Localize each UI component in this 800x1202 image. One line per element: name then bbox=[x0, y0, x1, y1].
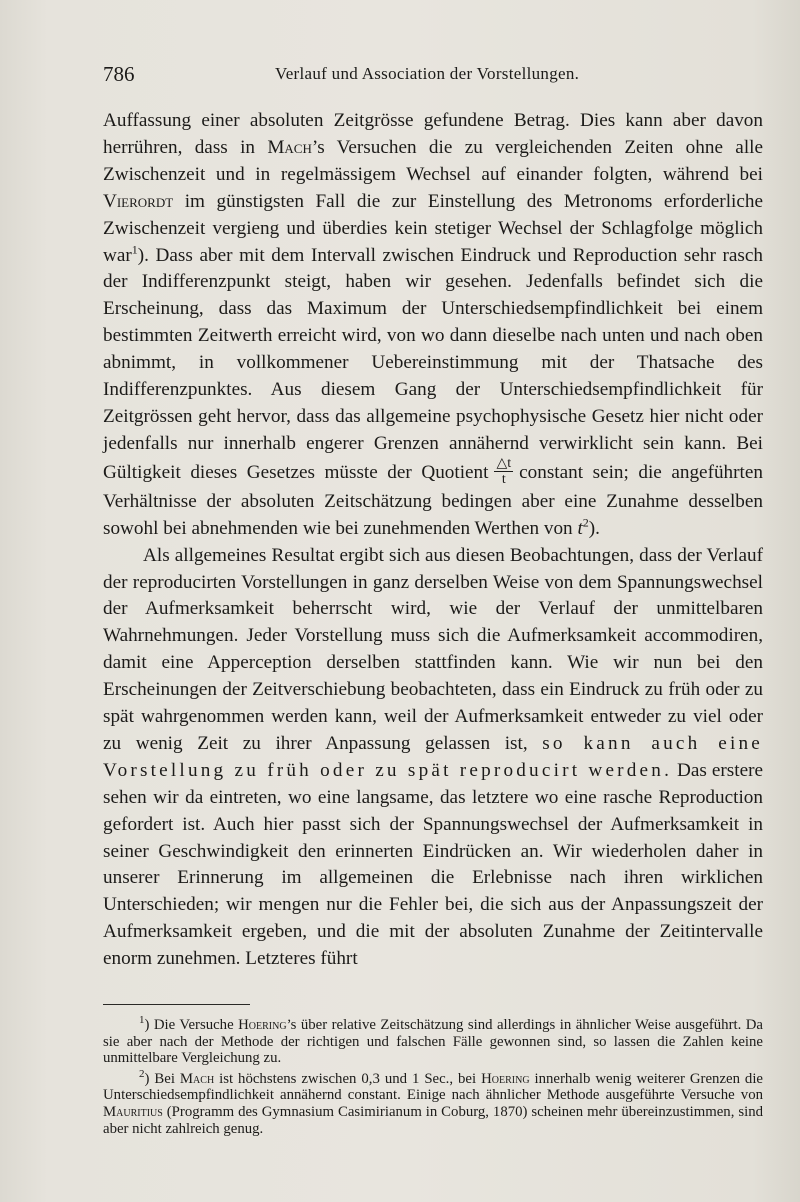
text-run: innerhalb wenig weiterer Grenzen die Unterschiedsempfindlichkeit annähernd constant. Einige nach ähnlicher Methode ausgeführte Versuche von bbox=[103, 1070, 764, 1104]
page-header bbox=[103, 60, 763, 90]
footnote-ref-2: 2 bbox=[582, 515, 589, 530]
variable-t: t bbox=[577, 517, 583, 539]
text-run: ) Bei bbox=[144, 1070, 180, 1087]
author-name-mach: Mach bbox=[179, 1070, 215, 1087]
text-run: ’s über relative Zeitschätzung sind allerdings in ähnlicher Weise ausgeführt. Da sie aber nach der Methode der richtigen und falschen Fälle gewonnen sind, so lassen die Zahlen keine unmittelbare Vergleichung zu. bbox=[103, 1017, 763, 1067]
text-run: ist höchstens zwischen 0,3 und 1 Sec., bei bbox=[214, 1070, 482, 1087]
text-run: im günstigsten Fall die zur Einstellung des Metronoms erforderliche Zwischenzeit vergieng und überdies kein stetiger Wechsel der Schlagfolge möglich war bbox=[103, 190, 763, 266]
footnote-1 bbox=[103, 1014, 763, 1067]
fraction-numerator: △t bbox=[496, 455, 512, 471]
running-title: Verlauf und Association der Vorstellungen. bbox=[275, 64, 580, 83]
footnote-mark-1: 1 bbox=[139, 1014, 145, 1027]
text-run: constant sein; die angeführten Verhältnisse der absoluten Zeitschätzung bedingen aber eine Zunahme desselben sowohl bei abnehmenden wie bei zunehmenden Werthen von bbox=[103, 461, 763, 539]
footnote-divider bbox=[103, 1004, 250, 1005]
text-run: Das erstere sehen wir da eintreten, wo eine langsame, das letztere wo eine rasche Reproduction gefordert ist. Auch hier passt sich der Spannungswechsel der Aufmerksamkeit in seiner Geschwindigkeit den erinnerten Eindrücken an. Wir wiederholen daher in unserer Erinnerung im allgemeinen die Erlebnisse nach ihren wirklichen Unterschieden; wir mengen nur die Fehler bei, die sich aus der Anpassungszeit der Aufmerksamkeit ergeben, und die mit der absoluten Zunahme der Zeitintervalle enorm zunehmen. Letzteres führt bbox=[103, 759, 764, 970]
text-run: (Programm des Gymnasium Casimirianum in Coburg, 1870) scheinen mehr übereinzustimmen, sind aber nicht zahlreich genug. bbox=[103, 1103, 763, 1137]
footnotes bbox=[103, 1014, 764, 1141]
author-name-mach: Mach bbox=[267, 136, 312, 158]
quotient-fraction bbox=[494, 456, 513, 487]
text-run: ) Die Versuche bbox=[144, 1017, 239, 1033]
text-run: Als allgemeines Resultat ergibt sich aus diesen Beobachtungen, dass der Verlauf der reproducirten Vorstellungen in ganz derselben Weise von dem Spannungswechsel der Aufmerksamkeit beherrscht wird, wie der Verlauf der unmittelbaren Wahrnehmungen. Jeder Vorstellung muss sich die Aufmerksamkeit accommodiren, damit eine Apperception derselben stattfinden kann. Wie wir nun bei den Erscheinungen der Zeitverschiebung beobachteten, dass ein Eindruck zu früh oder zu spät wahrgenommen werden kann, weil der Aufmerksamkeit entweder zu viel oder zu wenig Zeit zu ihrer Anpassung gelassen ist, bbox=[103, 544, 763, 754]
text-run: ). Dass aber mit dem Intervall zwischen Eindruck und Reproduction sehr rasch der Indifferenzpunkt steigt, haben wir gesehen. Jedenfalls befindet sich die Erscheinung, dass das Maximum der Unterschiedsempfindlichkeit bei einem bestimmten Zeitwerth erreicht wird, von wo dann dieselbe nach unten und nach oben abnimmt, in vollkommener Uebereinstimmung mit der Thatsache des Indifferenzpunktes. Aus diesem Gang der Unterschiedsempfindlichkeit für Zeitgrössen geht hervor, dass das allgemeine psychophysische Gesetz hier nicht oder jedenfalls nur innerhalb engerer Grenzen annähernd verwirklicht sein kann. Bei Gültigkeit dieses Gesetzes müsste der Quotient bbox=[103, 244, 763, 483]
text-run: Auffassung einer absoluten Zeitgrösse gefundene Betrag. Dies kann aber davon herrühren, dass in bbox=[103, 110, 763, 158]
main-text bbox=[103, 108, 763, 973]
emphasized-spaced-text: so kann auch eine Vorstellung zu früh oder zu spät reproducirt werden. bbox=[103, 732, 764, 781]
text-run: ). bbox=[588, 517, 600, 539]
author-name-vierordt: Vierordt bbox=[103, 190, 174, 212]
author-name-hoering: Hoering bbox=[238, 1017, 287, 1033]
page-number: 786 bbox=[103, 62, 135, 86]
footnote-2 bbox=[103, 1067, 764, 1137]
text-run: ’s Versuchen die zu vergleichenden Zeiten ohne alle Zwischenzeit und in regelmässigem Wechsel auf einander folgten, während bei bbox=[103, 136, 763, 185]
author-name-hoering: Hoering bbox=[481, 1070, 530, 1087]
paragraph-2 bbox=[103, 543, 763, 974]
paragraph-1 bbox=[103, 108, 763, 543]
author-name-mauritius: Mauritius bbox=[103, 1103, 163, 1120]
footnote-mark-2: 2 bbox=[139, 1067, 145, 1080]
footnote-ref-1: 1 bbox=[131, 242, 138, 257]
fraction-denominator: t bbox=[501, 471, 506, 487]
